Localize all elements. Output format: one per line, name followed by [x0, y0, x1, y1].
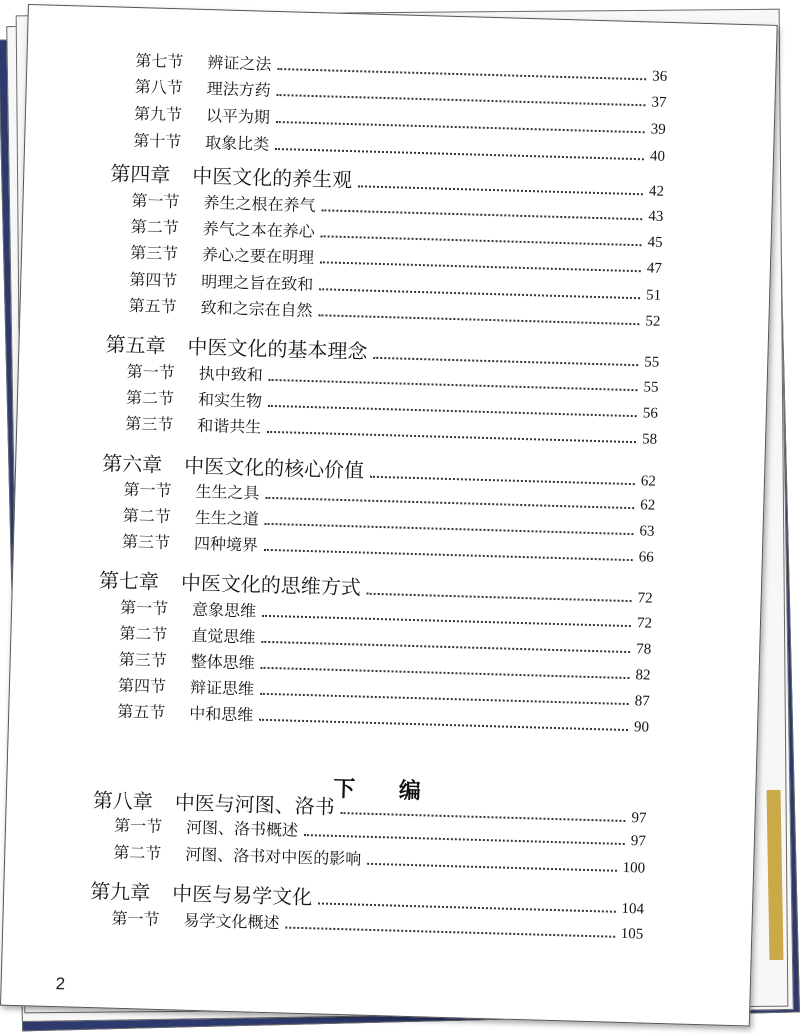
leader-dots [261, 667, 630, 679]
chapter-number: 第九章 [89, 879, 151, 905]
toc-page-number: 52 [645, 313, 661, 330]
toc-page-number: 87 [634, 693, 650, 710]
section-title: 直觉思维 [191, 625, 256, 647]
toc-page-number: 82 [635, 667, 651, 684]
toc-page-number: 63 [639, 523, 655, 540]
leader-dots [320, 261, 641, 272]
toc-page-number: 39 [650, 121, 666, 138]
section-number: 第一节 [111, 908, 160, 930]
section-number: 第四节 [129, 269, 178, 291]
section-number: 第三节 [129, 242, 179, 264]
section-number: 第五节 [117, 701, 166, 723]
section-number: 第三节 [118, 649, 168, 671]
cover-edge-strip [767, 790, 784, 960]
toc-page-number: 97 [630, 833, 647, 850]
section-number: 第一节 [123, 479, 172, 501]
leader-dots [373, 357, 638, 366]
section-number: 第四节 [117, 675, 167, 697]
section-title: 生生之具 [195, 481, 260, 503]
section-title: 理法方药 [206, 79, 271, 100]
toc-page-number: 66 [638, 549, 655, 566]
toc-page-number: 90 [633, 719, 650, 736]
leader-dots [358, 185, 643, 195]
section-number: 第二节 [119, 623, 168, 645]
section-title: 和谐共生 [197, 415, 262, 437]
section-title: 中和思维 [189, 703, 254, 725]
leader-dots [321, 209, 642, 220]
page-number: 2 [55, 974, 66, 994]
section-number: 第一节 [126, 361, 176, 383]
section-number: 第一节 [113, 815, 163, 837]
toc-page-number: 43 [648, 208, 664, 225]
section-title: 以平为期 [205, 106, 271, 127]
section-title: 养生之根在养气 [203, 192, 316, 216]
leader-dots [265, 497, 634, 509]
part-title: 下 编 [332, 775, 440, 805]
chapter-title: 中医与河图、洛书 [174, 790, 336, 819]
chapter-number: 第五章 [105, 332, 166, 358]
section-title: 取象比类 [204, 133, 270, 154]
toc-page-number: 37 [651, 94, 667, 111]
leader-dots [318, 902, 615, 912]
leader-dots [304, 834, 625, 845]
leader-dots [265, 523, 634, 535]
leader-dots [285, 927, 614, 938]
section-number: 第一节 [131, 190, 180, 212]
toc-page-number: 56 [642, 405, 659, 422]
toc-page-number: 58 [641, 431, 658, 448]
toc-page-number: 40 [649, 148, 666, 165]
section-number: 第八节 [134, 77, 183, 98]
section-number: 第五节 [128, 295, 177, 317]
leader-dots [319, 288, 640, 299]
section-number: 第九节 [133, 104, 183, 125]
leader-dots [276, 121, 645, 133]
section-title: 四种境界 [193, 533, 259, 555]
section-number: 第七节 [135, 51, 184, 72]
leader-dots [277, 68, 646, 80]
leader-dots [262, 615, 631, 627]
chapter-number: 第六章 [101, 451, 163, 477]
section-title: 和实生物 [197, 389, 263, 411]
section-title: 致和之宗在自然 [200, 297, 313, 321]
leader-dots [267, 431, 636, 443]
section-number: 第三节 [121, 531, 171, 553]
section-number: 第三节 [125, 413, 174, 435]
section-title: 明理之旨在致和 [201, 271, 314, 295]
leader-dots [268, 405, 637, 417]
section-title: 辩证思维 [189, 677, 255, 699]
leader-dots [367, 863, 616, 872]
toc-page-number: 47 [646, 260, 663, 277]
section-title: 辨证之法 [207, 53, 272, 74]
toc-page-number: 72 [636, 615, 653, 632]
toc-page-number: 36 [651, 68, 668, 85]
section-title: 执中致和 [198, 363, 264, 385]
leader-dots [275, 148, 644, 160]
toc-page-number: 72 [637, 590, 653, 607]
leader-dots [321, 235, 642, 246]
leader-dots [261, 641, 630, 653]
toc-page [0, 4, 778, 1027]
chapter-title: 中医文化的思维方式 [180, 570, 362, 600]
chapter-number: 第四章 [109, 161, 171, 188]
section-number: 第二节 [113, 842, 162, 864]
section-title: 生生之道 [194, 507, 260, 529]
toc-page-number: 104 [621, 900, 645, 918]
section-title: 整体思维 [190, 651, 255, 673]
chapter-title: 中医文化的基本理念 [187, 334, 368, 364]
section-title: 意象思维 [191, 599, 257, 621]
leader-dots [269, 379, 638, 391]
toc-page-number: 45 [647, 234, 663, 251]
section-title: 养心之要在明理 [201, 244, 315, 268]
chapter-number: 第七章 [98, 568, 160, 594]
toc-page-number: 62 [640, 497, 656, 514]
section-number: 第二节 [130, 216, 180, 238]
leader-dots [259, 719, 628, 731]
toc-page-number: 100 [622, 859, 646, 877]
leader-dots [277, 94, 646, 106]
toc-page-number: 105 [620, 925, 644, 943]
leader-dots [260, 693, 629, 705]
toc-page-number: 42 [648, 183, 665, 200]
section-number: 第二节 [122, 505, 172, 527]
toc-page-number: 78 [635, 641, 652, 658]
toc-page-number: 51 [645, 287, 662, 304]
chapter-title: 中医文化的核心价值 [183, 453, 365, 483]
toc-page-number: 62 [640, 473, 657, 490]
chapter-number: 第八章 [92, 788, 154, 814]
chapter-title: 中医与易学文化 [171, 881, 313, 910]
section-title: 河图、洛书对中医的影响 [185, 844, 362, 869]
section-title: 养气之本在养心 [202, 218, 316, 242]
leader-dots [367, 593, 632, 602]
section-title: 易学文化概述 [183, 910, 280, 933]
toc-page-number: 55 [643, 379, 659, 396]
section-number: 第二节 [125, 387, 175, 409]
toc-page-number: 97 [631, 810, 647, 827]
leader-dots [318, 314, 639, 325]
section-title: 河图、洛书概述 [185, 817, 299, 840]
section-number: 第十节 [132, 130, 182, 152]
leader-dots [370, 476, 635, 485]
section-number: 第一节 [119, 597, 169, 619]
toc-page-number: 55 [644, 354, 660, 371]
chapter-title: 中医文化的养生观 [191, 163, 353, 193]
leader-dots [264, 549, 633, 561]
